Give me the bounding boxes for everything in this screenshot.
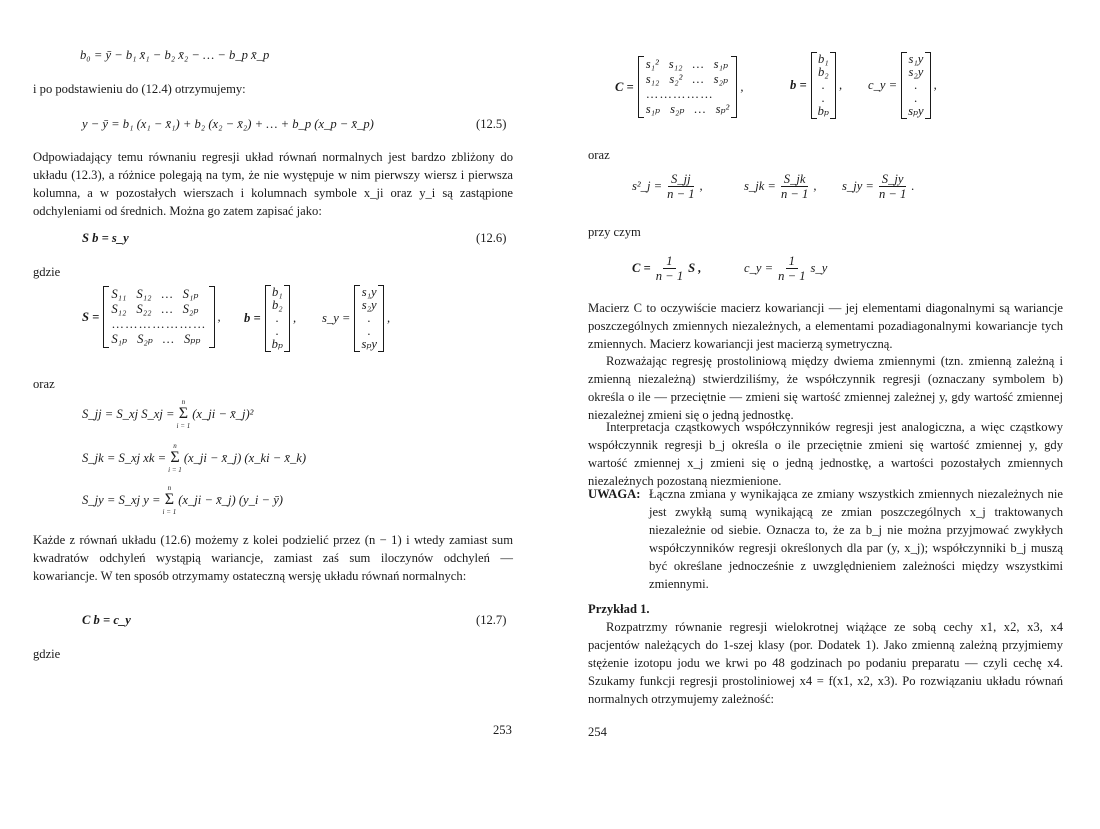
equation-12-7: C b = c_y bbox=[82, 613, 131, 627]
label-oraz-1: oraz bbox=[33, 377, 55, 391]
equation-Sjj: S_jj = S_xj S_xj = n Σ i = 1 (x_ji − x̄_j)² bbox=[82, 398, 254, 430]
label-gdzie-1: gdzie bbox=[33, 265, 61, 279]
uwaga-text: Łączna zmiana y wynikająca ze zmiany wszystkich zmiennych niezależnych nie jest zwykłą sumą wynikającą ze zmian poszczególnych x_j traktowanych niezależnie od siebie. Oznacza to, że za b_j nie można przyjmować zwykłych współczynników regresji określonych dla par (y, x_j); współczynniki b_j muszą być określane jednocześnie z uwzględnieniem zależności między wszystkimi zmiennymi. bbox=[649, 487, 1063, 591]
vector-b-right: b = b₁ b₂ . . bₚ , bbox=[790, 52, 843, 118]
uwaga-label: UWAGA: bbox=[588, 487, 641, 501]
equation-cy-def: c_y = $\frac{1}{n - 1}$ s_y bbox=[744, 254, 828, 283]
equation-variance-j: s²_j = $\frac{S\_jj}{n - 1}$ , bbox=[632, 172, 703, 201]
paragraph-normal-equations: Odpowiadający temu równaniu regresji układ równań normalnych jest bardzo zbliżony do układu (12.3), a różnice polegają na tym, że nie występuje w nim pierwszy wiersz i pierwsza kolumna, a w pozostałych wierszach i kolumnach symbole x_ji oraz y_i są zastąpione odchyleniami od średnich. Można go zatem zapisać jako: bbox=[33, 150, 513, 218]
matrix-S-body: S₁₁ S₁₂ … S₁ₚ S₁₂ S₂₂ … S₂ₚ ………………… S₁ₚ S₂ₚ … Sₚₚ bbox=[103, 286, 214, 348]
page-number-left: 253 bbox=[493, 723, 512, 737]
equation-number-12-6: (12.6) bbox=[476, 231, 507, 245]
equation-covariance-jy: s_jy = $\frac{S\_jy}{n - 1}$ . bbox=[842, 172, 915, 201]
equation-12-6: S b = s_y bbox=[82, 231, 129, 245]
label-gdzie-2: gdzie bbox=[33, 647, 61, 661]
label-przy-czym: przy czym bbox=[588, 225, 641, 239]
matrix-S: S = S₁₁ S₁₂ … S₁ₚ S₁₂ S₂₂ … S₂ₚ ………………… S₁ₚ S₂ₚ … Sₚₚ , bbox=[82, 287, 221, 346]
matrix-C: C = s₁² s₁₂ … s₁ₚ s₁₂ s₂² … s₂ₚ …………… s₁ₚ s₂ₚ … sₚ² , bbox=[615, 57, 744, 116]
equation-number-12-7: (12.7) bbox=[476, 613, 507, 627]
equation-Sjk: S_jk = S_xj xk = n Σ i = 1 (x_ji − x̄_j) (x_ki − x̄_k) bbox=[82, 442, 307, 474]
equation-number-12-5: (12.5) bbox=[476, 117, 507, 131]
equation-covariance-jk: s_jk = $\frac{S\_jk}{n - 1}$ , bbox=[744, 172, 817, 201]
paragraph-przyklad: Rozpatrzmy równanie regresji wielokrotnej wiążące ze sobą cechy x1, x2, x3, x4 pacjentów należących do 1-szej klasy (por. Dodatek 1). Jako zmienną zależną przyjmiemy stężenie izotopu jodu we krwi po 48 godzinach po podaniu preparatu — czyli cechę x4. Szukamy funkcji regresji prostoliniowej x4 = f(x1, x2, x3). Po rozwiązaniu układu równań normalnych otrzymujemy zależność: bbox=[588, 620, 1063, 706]
vector-b-left: b = b₁ b₂ . . bₚ , bbox=[244, 285, 297, 351]
przyklad-title: Przykład 1. bbox=[588, 602, 650, 616]
equation-b0: b₀ = ȳ − b₁ x̄₁ − b₂ x̄₂ − … − b_p x̄_p bbox=[80, 48, 270, 62]
vector-cy: c_y = s₁y s₂y . . sₚy , bbox=[868, 52, 937, 118]
equation-Sjy: S_jy = S_xj y = n Σ i = 1 (x_ji − x̄_j) (y_i − ȳ) bbox=[82, 484, 283, 516]
paragraph-kazde: Każde z równań układu (12.6) możemy z kolei podzielić przez (n − 1) i wtedy zamiast sum kwadratów odchyleń wystąpią wariancje, zamiast zaś sum iloczynów odchyleń — kowariancje. W ten sposób otrzymamy ostateczną wersję układu równań normalnych: bbox=[33, 533, 513, 583]
equation-C-def: C = $\frac{1}{n - 1}$ S , bbox=[632, 254, 702, 283]
matrix-S-label: S = bbox=[82, 309, 100, 324]
paragraph-rozwazajac: Rozważając regresję prostoliniową między dwiema zmiennymi (tzn. zmienną zależną i zmienną niezależną) stwierdziliśmy, że współczynnik regresji (oznaczany symbolem b) określa o ile — przeciętnie — zmieni się wartość zmiennej zależnej y, gdy wartość zmiennej niezależnej zmieni się o jedną jednostkę. bbox=[588, 354, 1063, 422]
matrix-C-body: s₁² s₁₂ … s₁ₚ s₁₂ s₂² … s₂ₚ …………… s₁ₚ s₂ₚ … sₚ² bbox=[638, 56, 738, 118]
paragraph-intro: i po podstawieniu do (12.4) otrzymujemy: bbox=[33, 82, 246, 96]
right-page bbox=[550, 0, 1100, 829]
paragraph-interpretacja: Interpretacja cząstkowych współczynników regresji jest analogiczna, a więc cząstkowy współczynnik regresji b_j określa o ile przeciętnie zmieni się wartość zmiennej y, gdy wartość zmiennej x_j zmieni się o jedną jednostkę, a wartości pozostałych zmiennych niezależnych pozostaną niezmienione. bbox=[588, 420, 1063, 488]
equation-12-5: y − ȳ = b₁ (x₁ − x̄₁) + b₂ (x₂ − x̄₂) + … + b_p (x_p − x̄_p) bbox=[82, 117, 374, 131]
label-oraz-2: oraz bbox=[588, 148, 610, 162]
paragraph-macierz: Macierz C to oczywiście macierz kowariancji — jej elementami diagonalnymi są wariancje poszczególnych zmiennych niezależnych, a elementami pozadiagonalnymi kowariancje tych zmiennych. Macierz kowariancji jest macierzą symetryczną. bbox=[588, 301, 1063, 351]
page-number-right: 254 bbox=[588, 725, 607, 739]
vector-sy: s_y = s₁y s₂y . . sₚy , bbox=[322, 285, 391, 351]
